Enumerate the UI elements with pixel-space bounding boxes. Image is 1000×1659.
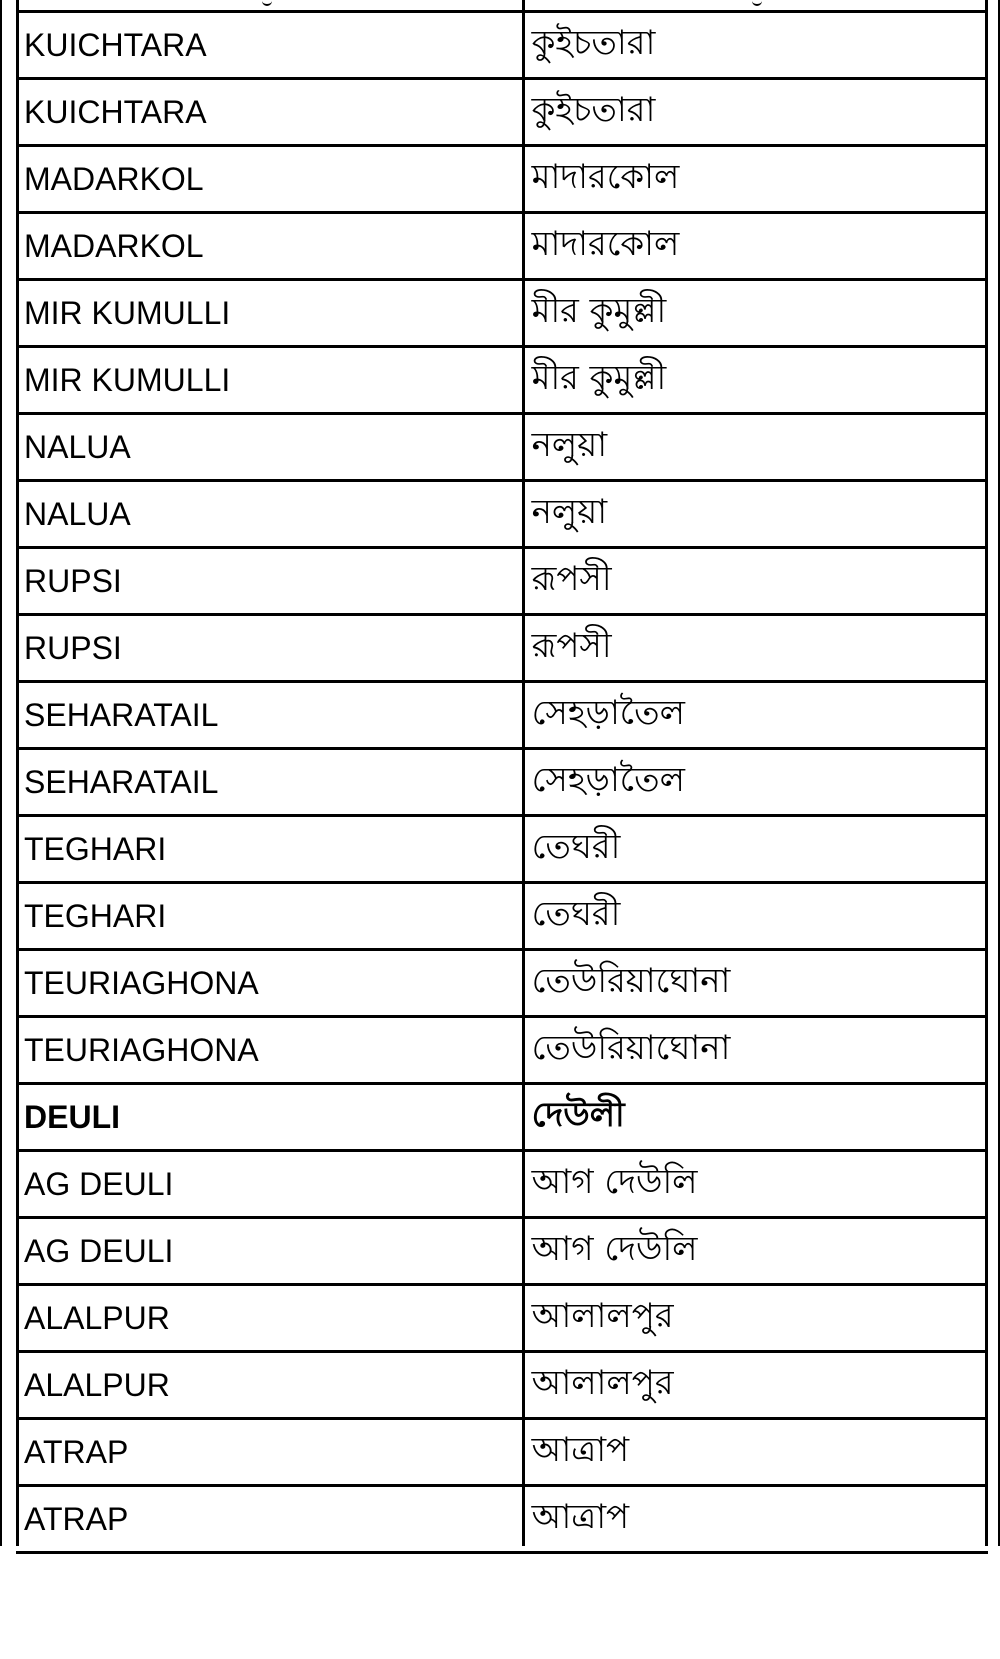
- table-row: [16, 1285, 988, 1352]
- english-name-cell: MIR KUMULLI: [16, 280, 524, 347]
- bengali-name-cell: মীর কুমুল্লী: [524, 347, 988, 414]
- bengali-name-cell: আলালপুর: [524, 1352, 988, 1419]
- page-left-edge-line: [0, 0, 2, 1546]
- english-name-cell: MADARKOL: [16, 146, 524, 213]
- english-name-cell: MIR KUMULLI: [16, 347, 524, 414]
- english-name-cell: KUICHTARA: [16, 79, 524, 146]
- english-name-cell: ALALPUR: [16, 1285, 524, 1352]
- english-name-cell: TEURIAGHONA: [16, 950, 524, 1017]
- table-row: [16, 1017, 988, 1084]
- table-row: [16, 347, 988, 414]
- table-row: [16, 950, 988, 1017]
- cut-off-glyph: [262, 0, 272, 6]
- table-row: [16, 682, 988, 749]
- english-name-cell: TEGHARI: [16, 883, 524, 950]
- table-row: [16, 1218, 988, 1285]
- english-name-cell: RUPSI: [16, 548, 524, 615]
- bengali-name-cell: কুইচতারা: [524, 12, 988, 79]
- bengali-name-cell: আগ দেউলি: [524, 1151, 988, 1218]
- english-name-cell: TEGHARI: [16, 816, 524, 883]
- bengali-name-cell: তেঘরী: [524, 816, 988, 883]
- table-row: [16, 1352, 988, 1419]
- english-name-cell: AG DEULI: [16, 1151, 524, 1218]
- table-row: [16, 1486, 988, 1553]
- english-name-cell: NALUA: [16, 414, 524, 481]
- table-row: [16, 1151, 988, 1218]
- bengali-name-cell: তেউরিয়াঘোনা: [524, 1017, 988, 1084]
- bengali-name-cell: তেউরিয়াঘোনা: [524, 950, 988, 1017]
- table-row: [16, 414, 988, 481]
- english-union-heading: DEULI: [16, 1084, 524, 1151]
- table-row: [16, 1419, 988, 1486]
- english-name-cell: NALUA: [16, 481, 524, 548]
- bengali-name-cell: আলালপুর: [524, 1285, 988, 1352]
- bengali-name-cell: রূপসী: [524, 548, 988, 615]
- bengali-name-cell: সেহড়াতৈল: [524, 682, 988, 749]
- bengali-name-cell: আত্রাপ: [524, 1486, 988, 1553]
- union-heading-row: [16, 1084, 988, 1151]
- english-name-cell: SEHARATAIL: [16, 749, 524, 816]
- table-row: [16, 883, 988, 950]
- table-row: [16, 12, 988, 79]
- bengali-name-cell: কুইচতারা: [524, 79, 988, 146]
- bengali-union-heading: দেউলী: [524, 1084, 988, 1151]
- table-row: [16, 615, 988, 682]
- bengali-name-cell: রূপসী: [524, 615, 988, 682]
- table-row: [16, 79, 988, 146]
- english-name-cell: AG DEULI: [16, 1218, 524, 1285]
- bengali-name-cell: নলুয়া: [524, 481, 988, 548]
- bengali-name-cell: আত্রাপ: [524, 1419, 988, 1486]
- table-row: [16, 280, 988, 347]
- cut-off-previous-row: [0, 0, 1000, 10]
- table-row: [16, 213, 988, 280]
- bengali-name-cell: মাদারকোল: [524, 146, 988, 213]
- bengali-name-cell: নলুয়া: [524, 414, 988, 481]
- table-row: [16, 481, 988, 548]
- english-name-cell: MADARKOL: [16, 213, 524, 280]
- english-name-cell: KUICHTARA: [16, 12, 524, 79]
- english-name-cell: ATRAP: [16, 1486, 524, 1553]
- english-name-cell: TEURIAGHONA: [16, 1017, 524, 1084]
- bengali-name-cell: তেঘরী: [524, 883, 988, 950]
- english-name-cell: SEHARATAIL: [16, 682, 524, 749]
- bengali-name-cell: আগ দেউলি: [524, 1218, 988, 1285]
- bengali-name-cell: সেহড়াতৈল: [524, 749, 988, 816]
- bengali-name-cell: মীর কুমুল্লী: [524, 280, 988, 347]
- english-name-cell: ATRAP: [16, 1419, 524, 1486]
- table-row: [16, 749, 988, 816]
- place-name-table: [16, 10, 988, 1554]
- english-name-cell: RUPSI: [16, 615, 524, 682]
- bengali-name-cell: মাদারকোল: [524, 213, 988, 280]
- table-row: [16, 548, 988, 615]
- english-name-cell: ALALPUR: [16, 1352, 524, 1419]
- cut-off-glyph: [752, 0, 762, 6]
- table-row: [16, 146, 988, 213]
- table-row: [16, 816, 988, 883]
